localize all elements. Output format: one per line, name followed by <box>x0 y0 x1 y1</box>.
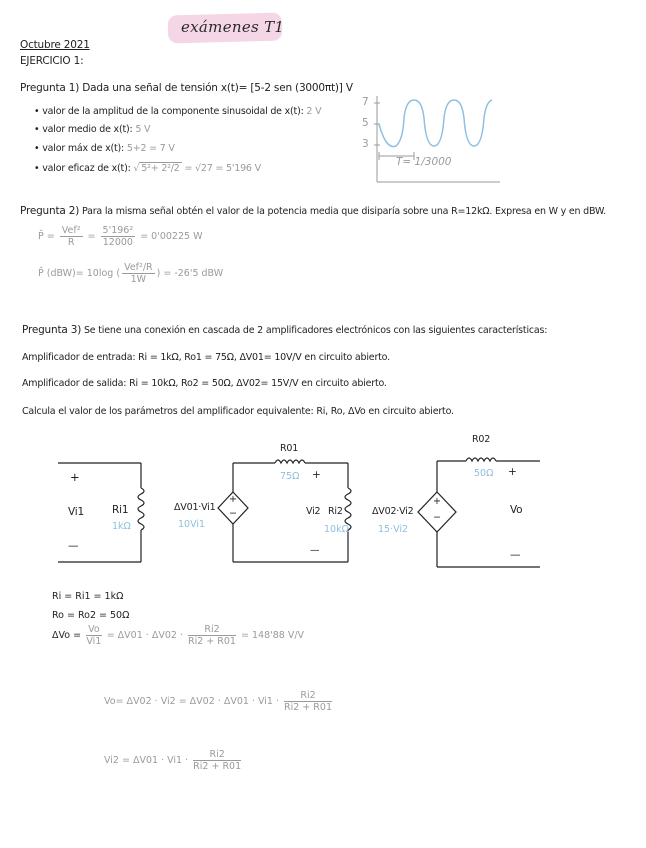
q3-body: Se tiene una conexión en cascada de 2 amplificadores electrónicos con las siguientes características: <box>83 325 548 336</box>
ri1-label: Ri1 <box>112 504 129 516</box>
q3-amp-out <box>22 378 387 389</box>
q2-p-result: = 0'00225 W <box>140 231 203 242</box>
graph-ytick-7: 7 <box>362 96 369 108</box>
vo-expression <box>104 690 334 713</box>
q2-dbw-formula: P̄ (dBW)= 10log ( $\frac{\text{Vef²/R}}{1W}$ ) = -26'5 dBW <box>38 262 224 285</box>
q3-calc: Calcula el valor de los parámetros del amplificador equivalente: Ri, Ro, ΔVo en circuito abierto. <box>22 406 454 417</box>
q2-power-formula <box>38 225 202 248</box>
graph-ytick-3: 3 <box>362 138 369 150</box>
ri2-label: Ri2 <box>328 506 343 517</box>
q1-item-3: • valor máx de x(t): 5+2 = 7 V <box>34 143 175 154</box>
q2-body: Para la misma señal obtén el valor de la potencia media que disiparía sobre una R=12kΩ. Expresa en W y en dBW. <box>81 206 606 217</box>
q1-item-2-label: valor medio de x(t): <box>42 124 133 135</box>
q2-p-num: Vef² <box>61 225 81 236</box>
vi2-label: Vi2 <box>306 506 321 517</box>
vo-fden: Ri2 + R01 <box>284 702 332 713</box>
q3-text <box>22 324 547 336</box>
vi2-minus: — <box>310 545 320 556</box>
q2-p-den2: 12000 <box>102 237 133 248</box>
graph-ytick-5: 5 <box>362 117 369 129</box>
q1-item-3-label: valor máx de x(t): <box>42 143 125 154</box>
src1-value: 10Vi1 <box>178 519 206 530</box>
q2-dbw-label: P̄ (dBW)= 10log <box>38 268 114 279</box>
vo-expr: Vo= ΔV02 · Vi2 = ΔV02 · ΔV01 · Vi1 · <box>104 696 279 707</box>
vo-minus: — <box>510 549 521 561</box>
vi2-expression <box>104 749 243 772</box>
src2-minus: − <box>433 512 441 523</box>
q1-item-1-label: valor de la amplitud de la componente sinusoidal de x(t): <box>42 106 304 117</box>
src2-label: ΔV02·Vi2 <box>372 506 414 517</box>
ri1-value: 1kΩ <box>112 521 131 532</box>
avo-fden: Ri2 + R01 <box>188 636 236 647</box>
result-ri: Ri = Ri1 = 1kΩ <box>52 591 124 602</box>
src2-value: 15·Vi2 <box>378 524 409 535</box>
ro2-value: 50Ω <box>474 468 494 479</box>
q1-item-4-answer: = √27 = 5'196 V <box>184 163 261 174</box>
q1-text <box>20 82 353 94</box>
q1-item-1-answer: 2 V <box>306 106 322 117</box>
avo-den: Vi1 <box>86 636 102 647</box>
q3-prefix: Pregunta 3) <box>22 324 82 336</box>
q1-item-4: • valor eficaz de x(t): √ 5²+ 2²/2 = √27 = 5'196 V <box>34 163 261 174</box>
result-avo <box>52 624 304 647</box>
src2-plus: + <box>433 496 441 507</box>
q3-amp-in <box>22 352 390 363</box>
src1-minus: − <box>229 508 237 519</box>
q1-item-4-sqrt: 5²+ 2²/2 <box>141 163 180 174</box>
vo-fnum: Ri2 <box>284 690 332 702</box>
q2-p-num2: 5'196² <box>102 225 134 236</box>
vi2-fden: Ri2 + R01 <box>193 761 242 772</box>
vi2-expr: Vi2 = ΔV01 · Vi1 · <box>104 755 189 766</box>
q2-p-eq: = <box>87 231 96 242</box>
q1-body: Dada una señal de tensión x(t)= [5-2 sen (3000πt)] V <box>82 82 353 94</box>
avo-fnum: Ri2 <box>188 624 236 636</box>
q3-amp-out-values: Ri = 10kΩ, Ro2 = 50Ω, ΔV02= 15V/V en circuito abierto. <box>129 378 387 389</box>
ro1-label: R01 <box>280 443 299 454</box>
ri2-value: 10kΩ <box>324 524 349 535</box>
page-title: exámenes T1 <box>181 18 285 36</box>
q1-item-4-label: valor eficaz de x(t): <box>42 163 131 174</box>
exercise-label: EJERCICIO 1: <box>20 55 84 67</box>
avo-num: Vo <box>88 624 100 635</box>
avo-result: = 148'88 V/V <box>241 630 305 641</box>
q2-dbw-den: 1W <box>130 274 147 285</box>
q2-dbw-num: Vef²/R <box>124 262 153 273</box>
ro2-label: R02 <box>472 434 491 445</box>
avo-mid: = ΔV01 · ΔV02 · <box>106 630 183 641</box>
q2-prefix: Pregunta 2) <box>20 205 80 217</box>
vi2-fnum: Ri2 <box>193 749 241 761</box>
src1-plus: + <box>229 494 237 505</box>
q1-item-2: • valor medio de x(t): 5 V <box>34 124 151 135</box>
ro1-value: 75Ω <box>280 471 300 482</box>
vi1-label: Vi1 <box>68 506 84 518</box>
q2-dbw-result: = -26'5 dBW <box>163 268 224 279</box>
vo-label: Vo <box>510 504 523 516</box>
q1-item-1: • valor de la amplitud de la componente sinusoidal de x(t): 2 V <box>34 106 322 117</box>
vo-plus: + <box>508 466 517 478</box>
vin-plus: + <box>70 470 80 484</box>
date-label: Octubre 2021 <box>20 39 90 51</box>
q2-p-label: P̄ = <box>38 231 55 242</box>
src1-label: ΔV01·Vi1 <box>174 502 216 513</box>
q1-item-2-answer: 5 V <box>135 124 151 135</box>
q3-amp-in-label: Amplificador de entrada: <box>22 352 136 363</box>
vin-minus: — <box>68 540 79 552</box>
result-ro: Ro = Ro2 = 50Ω <box>52 610 130 621</box>
q2-text <box>20 205 606 217</box>
q2-p-den: R <box>67 237 75 248</box>
q3-amp-out-label: Amplificador de salida: <box>22 378 127 389</box>
vi2-plus: + <box>312 469 321 481</box>
avo-label: ΔVo = <box>52 630 82 641</box>
graph-period-label: T= 1/3000 <box>396 156 452 168</box>
q1-prefix: Pregunta 1) <box>20 82 80 94</box>
q1-item-3-answer: 5+2 = 7 V <box>126 143 175 154</box>
q3-amp-in-values: Ri = 1kΩ, Ro1 = 75Ω, ΔV01= 10V/V en circuito abierto. <box>138 352 390 363</box>
